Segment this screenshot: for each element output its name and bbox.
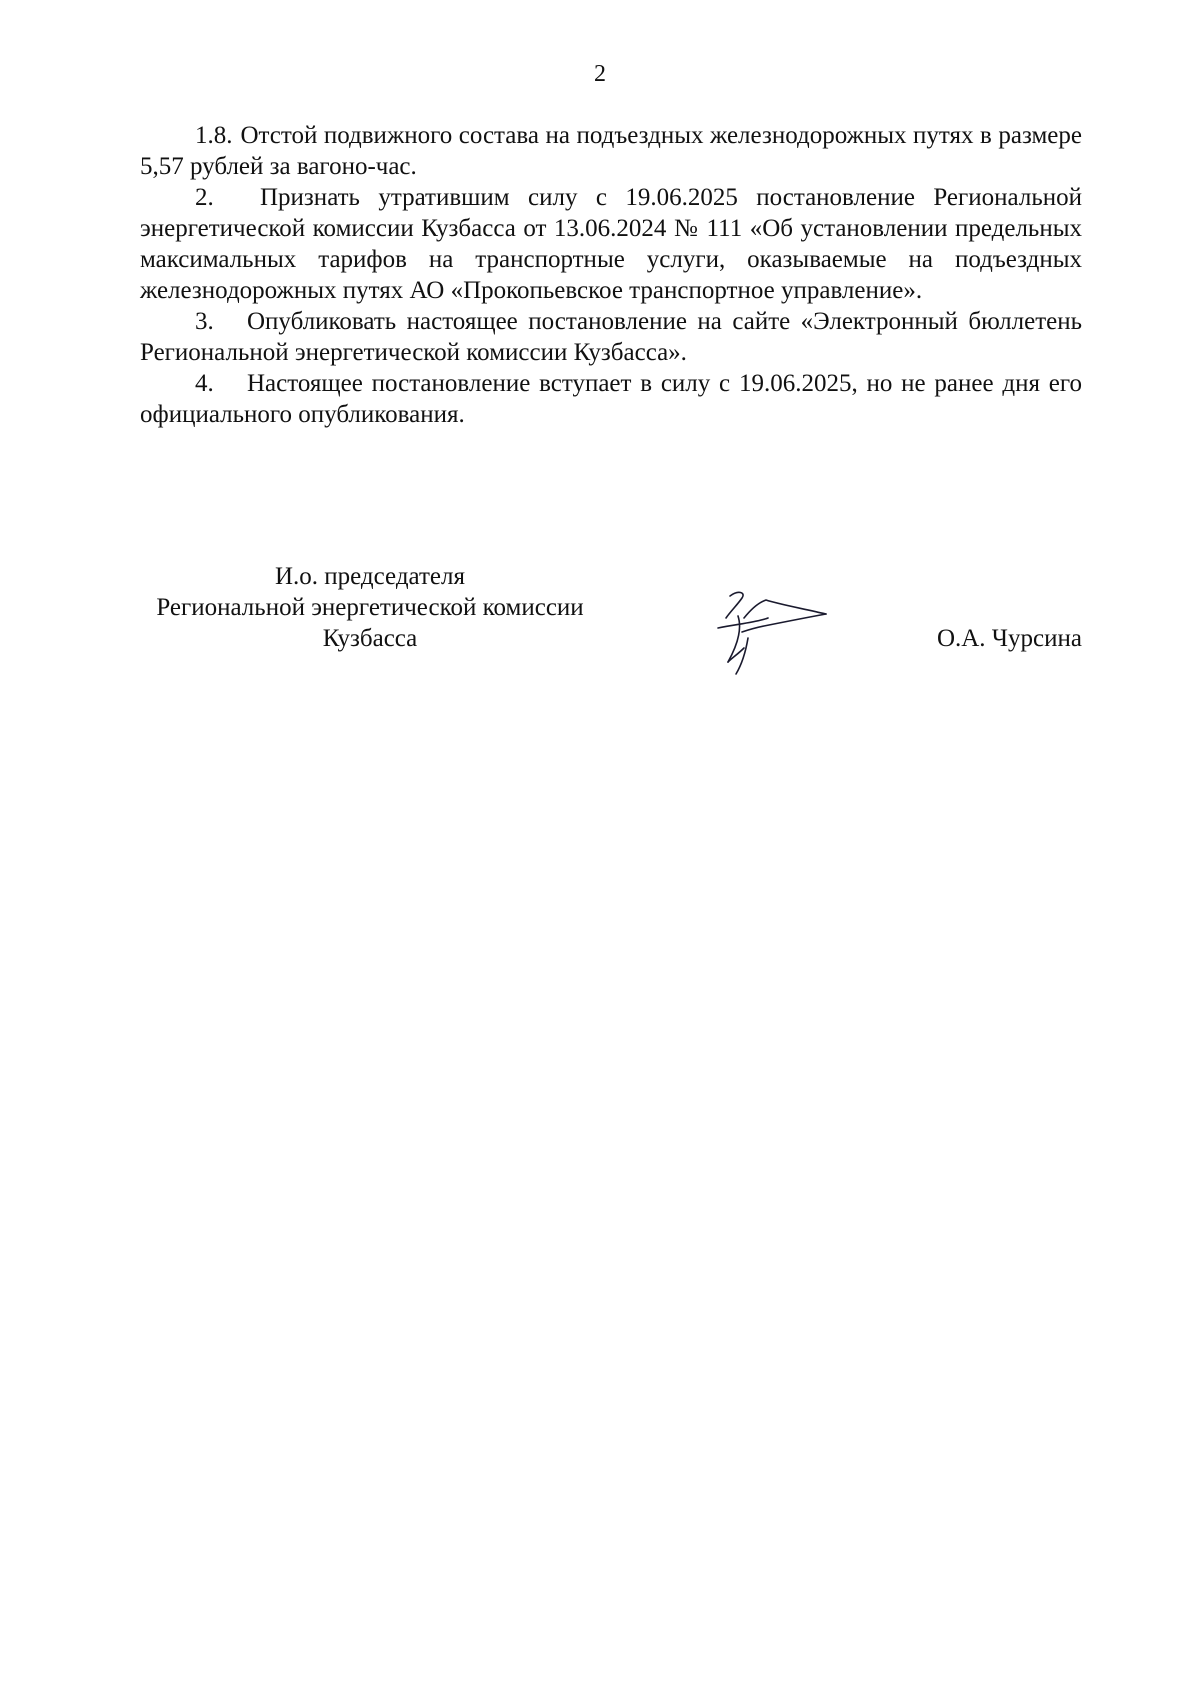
paragraph-1-8	[140, 120, 1082, 182]
paragraph-number: 1.8.	[195, 122, 233, 149]
signer-name: О.А. Чурсина	[936, 625, 1082, 652]
paragraph-number: 3.	[195, 308, 214, 335]
paragraph-number: 2.	[195, 184, 214, 211]
paragraph-text: Настоящее постановление вступает в силу с 19.06.2025, но не ранее дня его официального опубликования.	[140, 370, 1082, 428]
handwritten-signature	[708, 588, 838, 678]
paragraph-3	[140, 306, 1082, 368]
paragraph-number: 4.	[195, 370, 214, 397]
paragraph-text: Отстой подвижного состава на подъездных железнодорожных путях в размере 5,57 рублей за вагоно-час.	[140, 122, 1082, 180]
paragraph-text: Признать утратившим силу с 19.06.2025 постановление Региональной энергетической комиссии Кузбасса от 13.06.2024 № 111 «Об установлении предельных максимальных тарифов на транспортные услуги, оказываемые на подъездных железнодорожных путях АО «Прокопьевское транспортное управление».	[140, 184, 1082, 304]
paragraph-4	[140, 368, 1082, 430]
signatory-position	[110, 561, 630, 654]
signatory-position-line-3: Кузбасса	[322, 625, 418, 652]
paragraph-2	[140, 182, 1082, 306]
signatory-position-line-1: И.о. председателя	[274, 563, 465, 590]
document-body	[140, 120, 1082, 430]
page-number: 2	[594, 61, 606, 87]
signatory-position-line-2: Региональной энергетической комиссии	[156, 594, 584, 621]
paragraph-text: Опубликовать настоящее постановление на сайте «Электронный бюллетень Региональной энергетической комиссии Кузбасса».	[140, 308, 1082, 366]
